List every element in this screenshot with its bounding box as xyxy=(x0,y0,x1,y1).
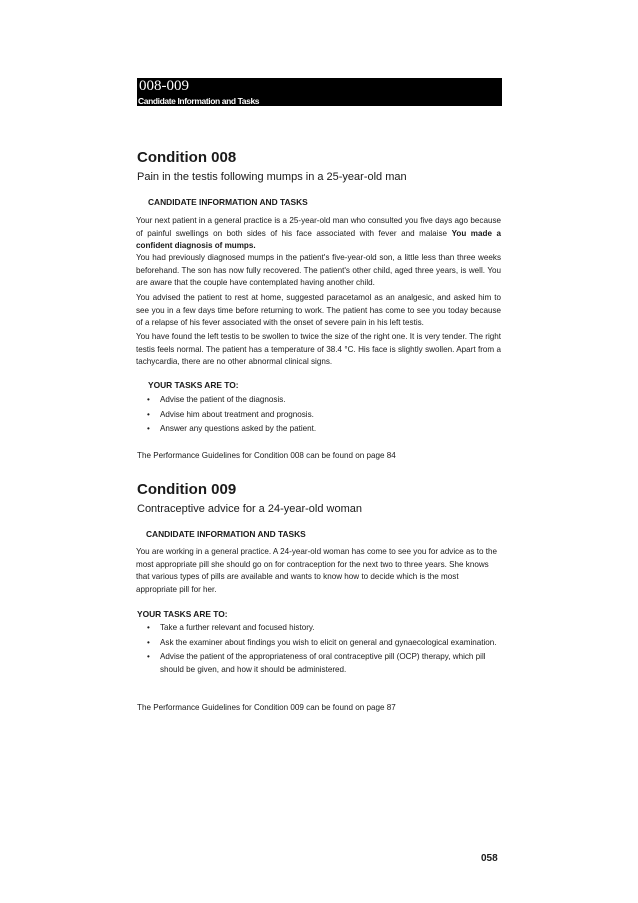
task-item: • Advise the patient of the diagnosis. xyxy=(147,395,286,404)
condition-009-task-list xyxy=(147,622,502,676)
condition-009-info-heading: CANDIDATE INFORMATION AND TASKS xyxy=(146,529,306,539)
condition-008-paragraph-3: You advised the patient to rest at home, suggested paracetamol as an analgesic, and asked him to see you in a few days time before returning to work. The patient has come to see you today because of a relapse of his fever associated with the onset of severe pain in his left testis. xyxy=(136,293,501,327)
condition-009-paragraph-1: You are working in a general practice. A 24-year-old woman has come to see you for advice as to the most appropriate pill she should go on for contraception for the next two to three years. She knows that various types of pills are available and wants to know how to decide which is the most appropriate pill for her. xyxy=(136,547,497,594)
condition-008-paragraph-1 xyxy=(136,215,501,253)
condition-008-subtitle: Pain in the testis following mumps in a 25-year-old man xyxy=(137,171,407,183)
condition-008-tasks-heading: YOUR TASKS ARE TO: xyxy=(148,380,239,390)
header-subtitle: Candidate Information and Tasks xyxy=(138,96,260,106)
page-number: 058 xyxy=(481,853,498,864)
paragraph-1-text: Your next patient in a general practice is a 25-year-old man who consulted you five days ago because of painful swellings on both sides of his face associated with fever and malaise xyxy=(136,216,501,238)
condition-008-info-heading: CANDIDATE INFORMATION AND TASKS xyxy=(148,197,308,207)
condition-008-title: Condition 008 xyxy=(137,149,237,166)
condition-009-title: Condition 009 xyxy=(137,481,237,498)
task-item: • Answer any questions asked by the patient. xyxy=(147,424,317,433)
condition-009-tasks-heading: YOUR TASKS ARE TO: xyxy=(137,609,228,619)
condition-008-paragraph-2: You had previously diagnosed mumps in the patient's five-year-old son, a little less than three weeks beforehand. The son has now fully recovered. The patient's other child, aged three years, is well. You are aware that the couple have contemplated having another child. xyxy=(136,253,501,287)
chapter-header-bar xyxy=(137,78,502,106)
task-item: • Ask the examiner about findings you wish to elicit on general and gynaecological examination. xyxy=(147,637,497,647)
paragraph-1-bold: You made a confident diagnosis of mumps. xyxy=(136,228,501,250)
condition-009-guidelines: The Performance Guidelines for Condition 009 can be found on page 87 xyxy=(137,703,396,712)
condition-008-task-list xyxy=(147,394,502,436)
task-item: • Advise the patient of the appropriateness of oral contraceptive pill (OCP) therapy, which pill should be given, and how it should be administered. xyxy=(147,652,486,674)
condition-008-paragraph-4: You have found the left testis to be swollen to twice the size of the right one. It is very tender. The right testis feels normal. The patient has a temperature of 38.4 °C. His face is slightly swollen. Apart from a tachycardia, there are no other abnormal clinical signs. xyxy=(136,332,501,366)
condition-008-guidelines: The Performance Guidelines for Condition 008 can be found on page 84 xyxy=(137,451,396,460)
condition-009-subtitle: Contraceptive advice for a 24-year-old woman xyxy=(137,503,363,515)
header-code: 008-009 xyxy=(139,78,189,94)
task-item: • Take a further relevant and focused history. xyxy=(147,623,315,632)
task-item: • Advise him about treatment and prognosis. xyxy=(147,409,314,419)
